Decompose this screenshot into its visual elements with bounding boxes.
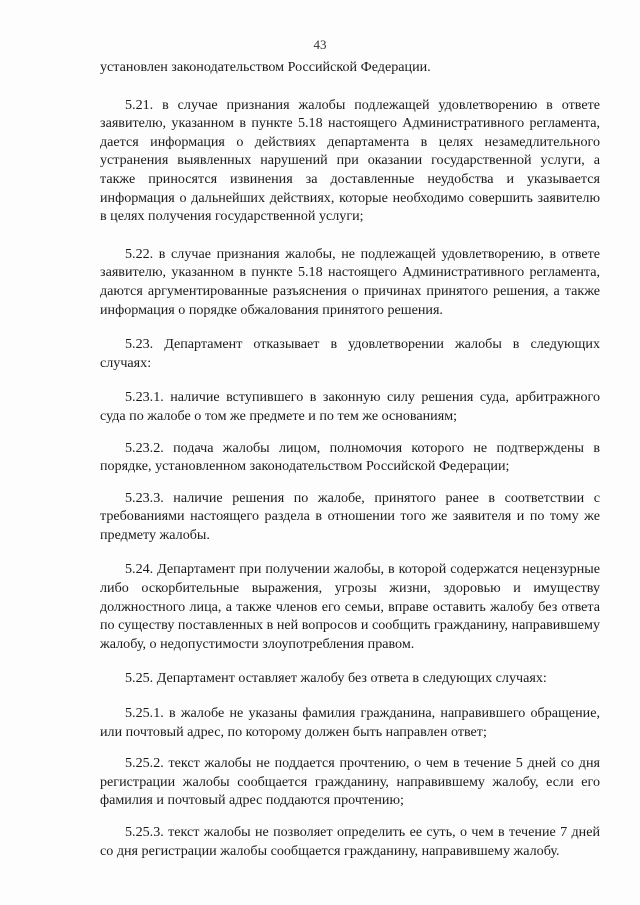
paragraph-5-24: 5.24. Департамент при получении жалобы, в которой содержатся нецензурные либо оскорбительные выражения, угрозы жизни, здоровью и имуществу должностного лица, а также членов его семьи, вправе оставить жалобу без ответа по существу поставленных в ней вопросов и сообщить гражданину, направившему жалобу, о недопустимости злоупотребления правом. xyxy=(100,561,600,652)
paragraph-5-25: 5.25. Департамент оставляет жалобу без ответа в следующих случаях: xyxy=(125,670,547,687)
paragraph-5-21: 5.21. в случае признания жалобы подлежащей удовлетворению в ответе заявителю, указанном в пункте 5.18 настоящего Административного регламента, дается информация о действиях департамента в целях незамедлительного устранения выявленных нарушений при оказании государственной услуги, а также приносятся извинения за доставленные неудобства и указывается информация о дальнейших действиях, которые необходимо совершить заявителю в целях получения государственной услуги; xyxy=(100,96,600,225)
paragraph-5-25-1: 5.25.1. в жалобе не указаны фамилия гражданина, направившего обращение, или почтовый адрес, по которому должен быть направлен ответ; xyxy=(100,705,600,740)
paragraph-5-25-3: 5.25.3. текст жалобы не позволяет определить ее суть, о чем в течение 7 дней со дня регистрации жалобы сообщается гражданину, направившему жалобу. xyxy=(100,824,600,859)
paragraph-5-23-2: 5.23.2. подача жалобы лицом, полномочия которого не подтверждены в порядке, установленном законодательством Российской Федерации; xyxy=(100,439,600,475)
document-body xyxy=(100,58,600,860)
page-number: 43 xyxy=(313,37,327,52)
paragraph-5-23-3: 5.23.3. наличие решения по жалобе, принятого ранее в соответствии с требованиями настоящего раздела в отношении того же заявителя и по тому же предмету жалобы. xyxy=(100,489,600,543)
paragraph-5-23: 5.23. Департамент отказывает в удовлетворении жалобы в следующих случаях: xyxy=(100,336,600,371)
paragraph-5-23-1: 5.23.1. наличие вступившего в законную силу решения суда, арбитражного суда по жалобе о том же предмете и по тем же основаниям; xyxy=(100,389,600,424)
paragraph-5-22: 5.22. в случае признания жалобы, не подлежащей удовлетворению, в ответе заявителю, указанном в пункте 5.18 настоящего Административного регламента, даются аргументированные разъяснения о причинах принятого решения, а также информация о порядке обжалования принятого решения. xyxy=(100,245,600,318)
paragraph-5-25-2: 5.25.2. текст жалобы не поддается прочтению, о чем в течение 5 дней со дня регистрации жалобы сообщается гражданину, направившему жалобу, если его фамилия и почтовый адрес поддаются прочтению; xyxy=(100,755,600,809)
paragraph-continuation: установлен законодательством Российской Федерации. xyxy=(100,59,431,75)
